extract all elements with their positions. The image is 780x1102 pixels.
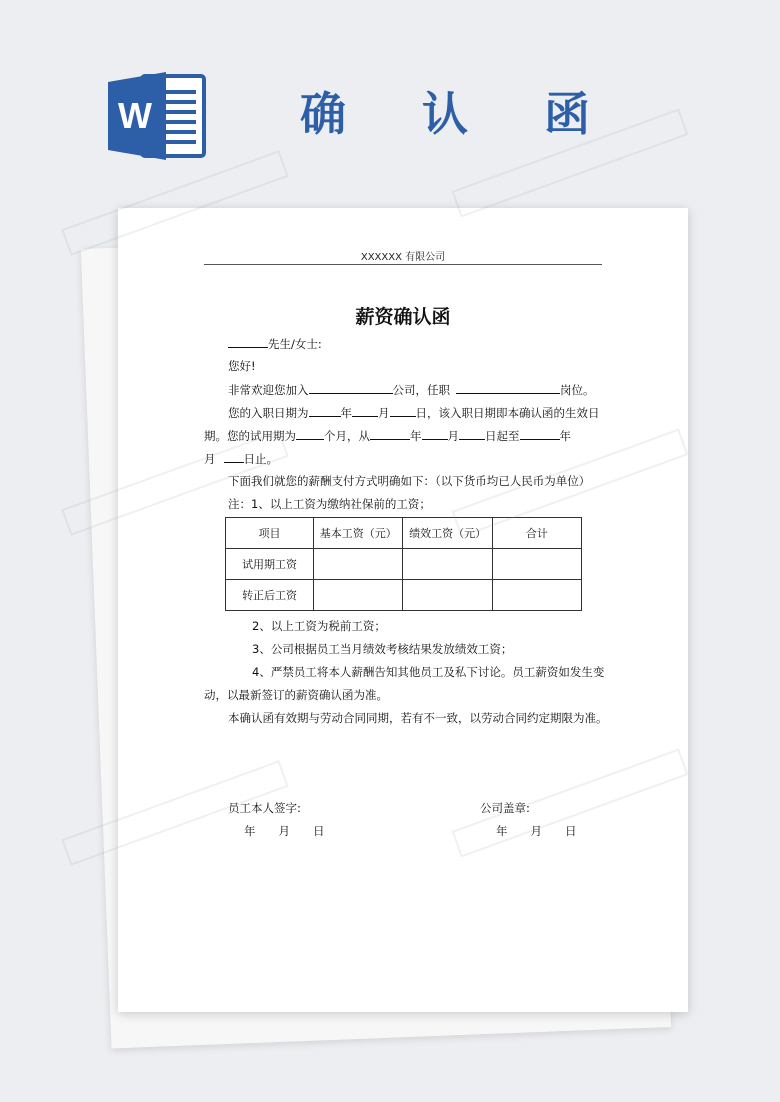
table-header-cell: 绩效工资（元） bbox=[403, 518, 492, 549]
employee-signature-label: 员工本人签字: bbox=[228, 801, 301, 815]
greeting: 您好! bbox=[228, 359, 256, 373]
company-name: XXXXXX 有限公司 bbox=[360, 252, 446, 263]
note-4-line-1: 4、严禁员工将本人薪酬告知其他员工及私下讨论。员工薪资如发生变 bbox=[252, 665, 605, 679]
table-cell: 转正后工资 bbox=[226, 580, 314, 611]
salutation-line: 先生/女士: bbox=[228, 335, 322, 352]
employee-date: 年 月 日 bbox=[244, 824, 325, 838]
probation-end-line: 月 日止。 bbox=[204, 452, 278, 466]
note-3: 3、公司根据员工当月绩效考核结果发放绩效工资； bbox=[252, 642, 513, 656]
payment-intro: 下面我们就您的薪酬支付方式明确如下：（以下货币均已人民币为单位） bbox=[228, 474, 591, 488]
note-1: 注：1、以上工资为缴纳社保前的工资； bbox=[228, 497, 431, 511]
entry-date-line: 您的入职日期为 年 月 日，该入职日期即本确认函的生效日 bbox=[228, 406, 600, 420]
validity-clause: 本确认函有效期与劳动合同同期，若有不一致，以劳动合同约定期限为准。 bbox=[228, 711, 608, 725]
letter-title: 薪资确认函 bbox=[355, 306, 451, 328]
table-header-cell: 合计 bbox=[492, 518, 581, 549]
probation-line: 期。您的试用期为 个月，从 年 月 日起至 年 bbox=[204, 429, 571, 443]
note-2: 2、以上工资为税前工资； bbox=[252, 619, 386, 633]
company-date: 年 月 日 bbox=[496, 824, 577, 838]
note-4-line-2: 动，以最新签订的薪资确认函为准。 bbox=[204, 688, 388, 702]
word-logo-letter: W bbox=[118, 95, 152, 136]
company-seal-label: 公司盖章: bbox=[480, 801, 530, 815]
table-cell: 试用期工资 bbox=[226, 549, 314, 580]
banner-title: 确 认 函 bbox=[300, 87, 621, 141]
welcome-line: 非常欢迎您加入 公司，任职 岗位。 bbox=[228, 383, 595, 397]
table-header-cell: 基本工资（元） bbox=[314, 518, 403, 549]
table-header-cell: 项目 bbox=[226, 518, 314, 549]
